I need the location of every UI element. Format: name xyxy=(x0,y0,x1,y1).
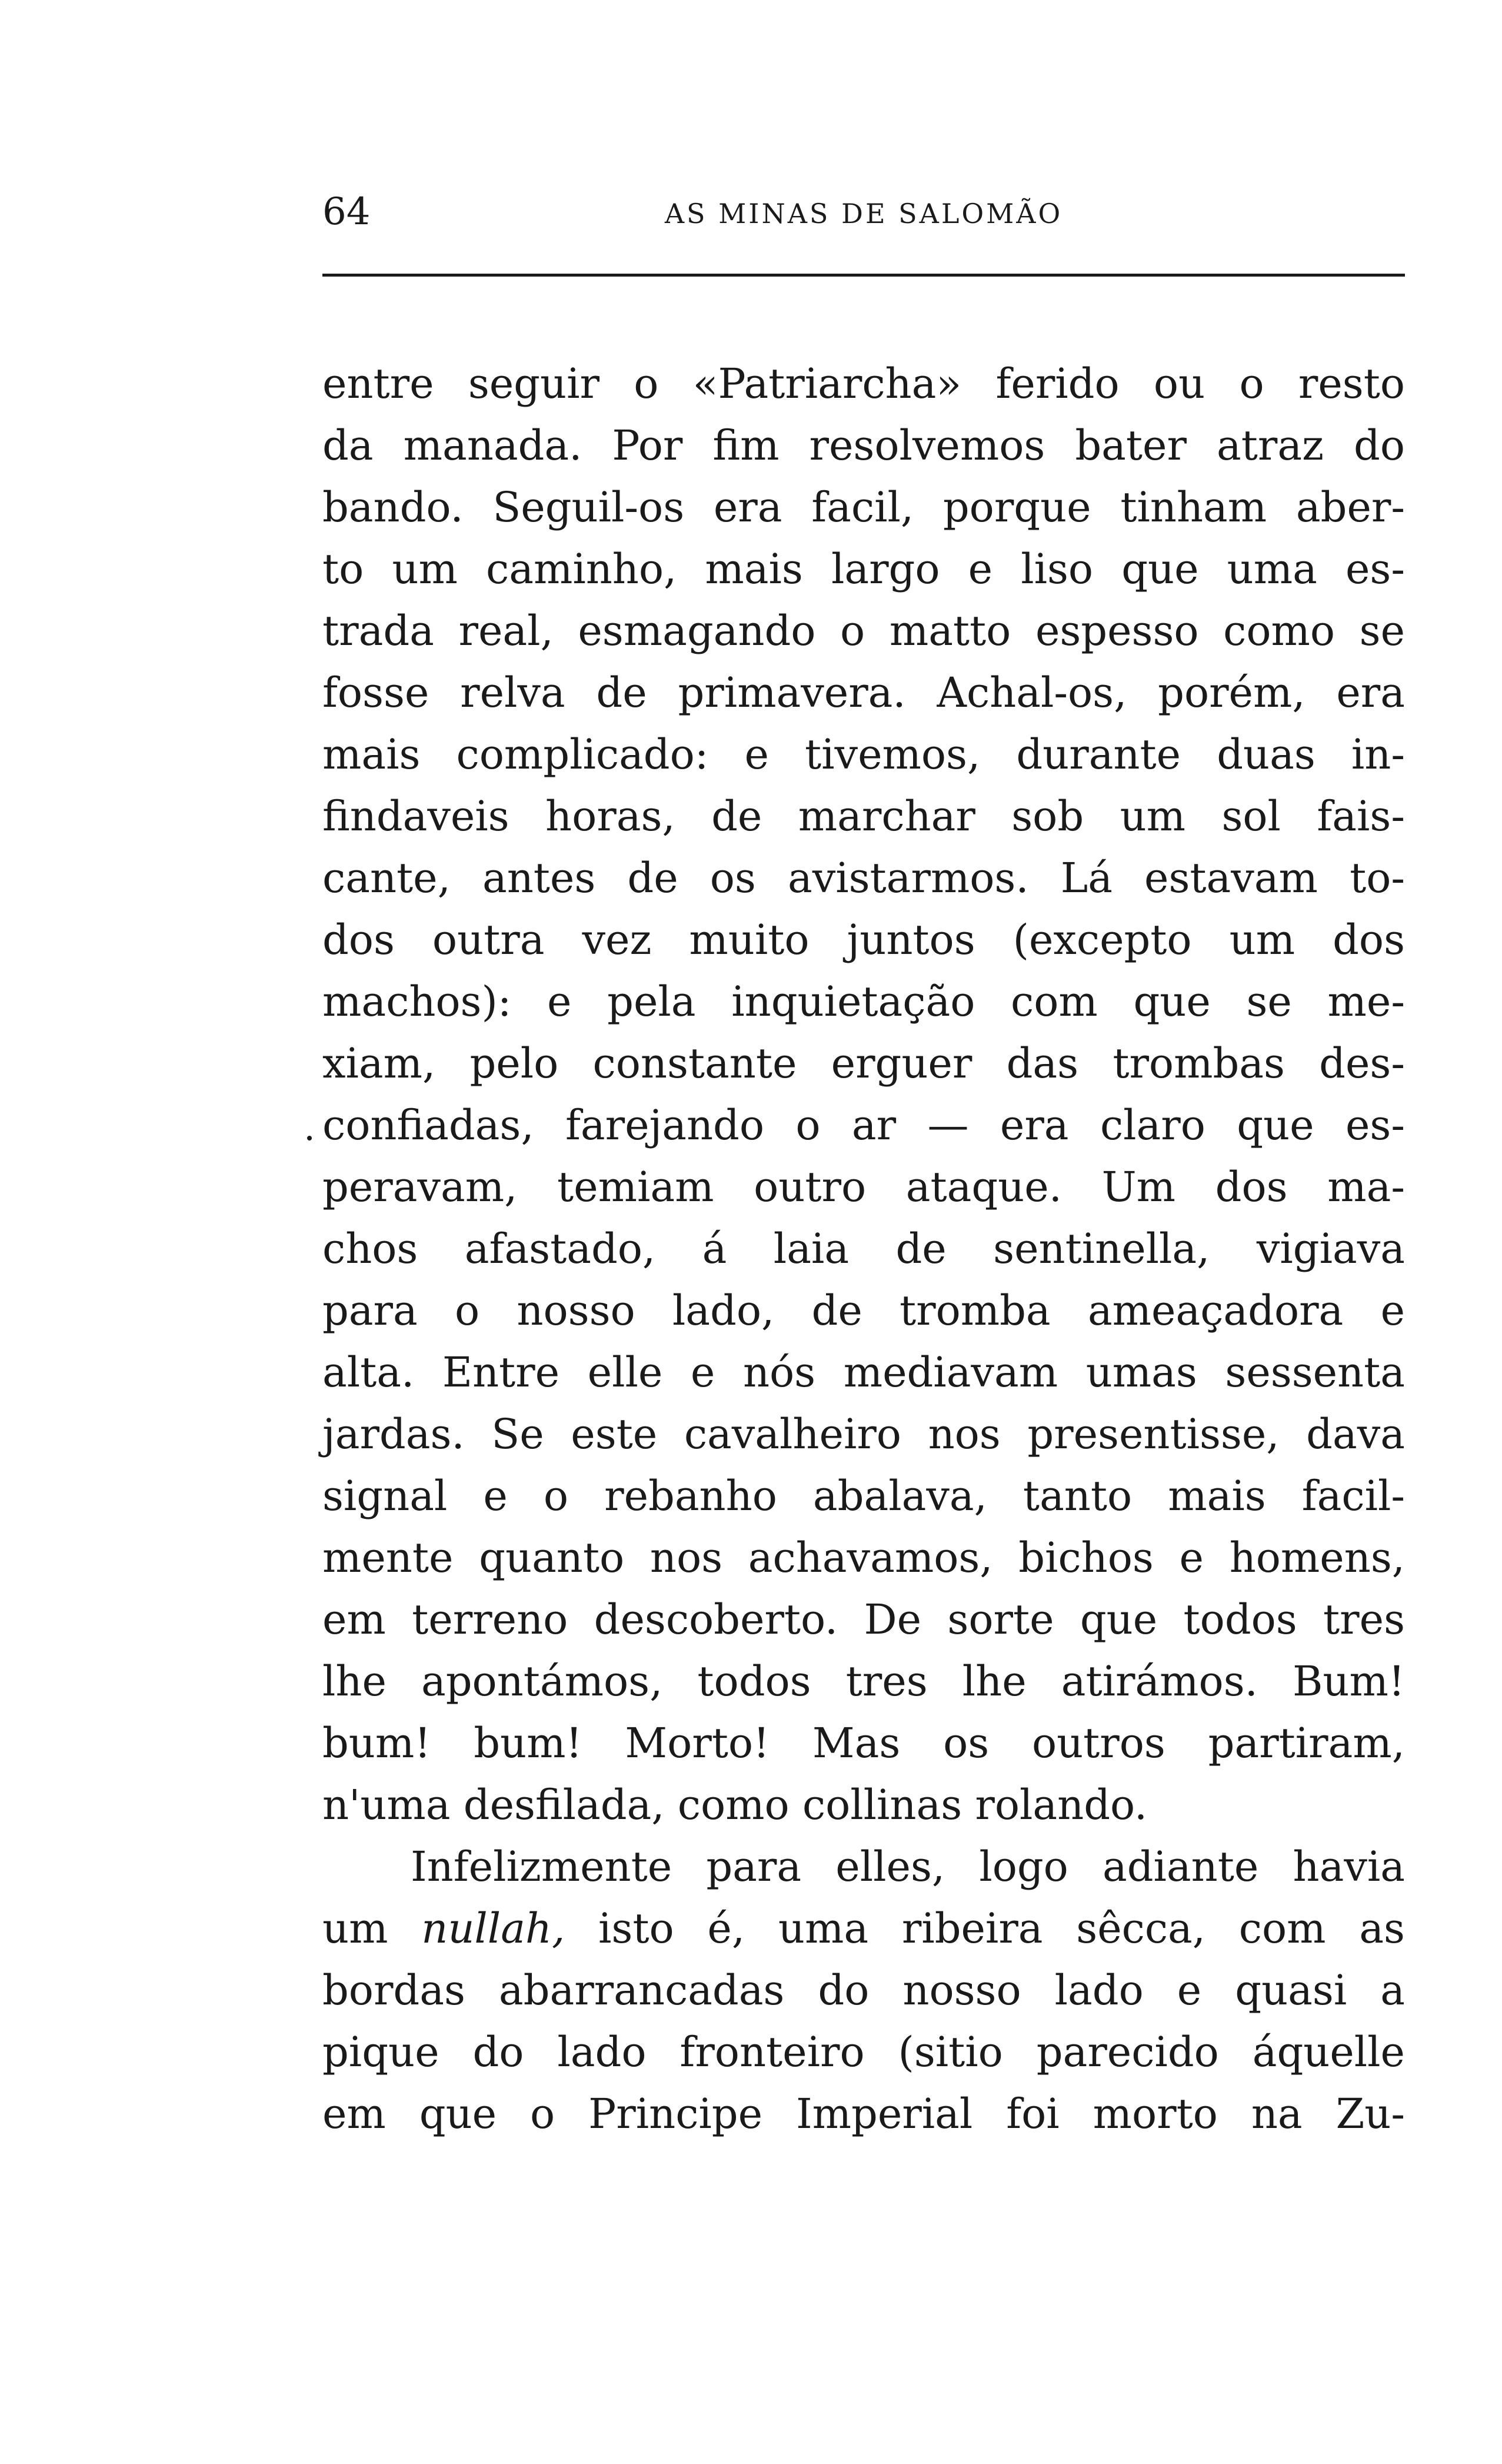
print-speck xyxy=(307,1136,312,1140)
text-line: alta. Entre elle e nós mediavam umas sessenta xyxy=(322,1348,1405,1396)
text-line: signal e o rebanho abalava, tanto mais facil- xyxy=(322,1472,1405,1520)
paragraph-1 xyxy=(322,353,1405,1836)
page-header xyxy=(322,177,1405,241)
text-line: to um caminho, mais largo e liso que uma es- xyxy=(322,545,1405,593)
paragraph-2 xyxy=(322,1836,1405,2145)
text-line: bordas abarrancadas do nosso lado e quasi a xyxy=(322,1966,1405,2014)
text-line: xiam, pelo constante erguer das trombas des- xyxy=(322,1039,1405,1088)
text-line: jardas. Se este cavalheiro nos presentisse, dava xyxy=(322,1410,1405,1458)
text-line: para o nosso lado, de tromba ameaçadora e xyxy=(322,1286,1405,1335)
text-line: bum! bum! Morto! Mas os outros partiram, xyxy=(322,1719,1405,1767)
text-line: peravam, temiam outro ataque. Um dos ma- xyxy=(322,1163,1405,1211)
text-line: cante, antes de os avistarmos. Lá estavam to- xyxy=(322,854,1405,902)
text-line: findaveis horas, de marchar sob um sol fais- xyxy=(322,792,1405,840)
text-line: n'uma desfilada, como collinas rolando. xyxy=(322,1781,1148,1829)
text-line: lhe apontámos, todos tres lhe atirámos. Bum! xyxy=(322,1657,1405,1705)
text-line: entre seguir o «Patriarcha» ferido ou o resto xyxy=(322,360,1405,408)
text-line: bando. Seguil-os era facil, porque tinham aber- xyxy=(322,483,1405,531)
text-line: chos afastado, á laia de sentinella, vigiava xyxy=(322,1225,1405,1273)
italic-term: nullah, xyxy=(421,1904,565,1953)
text-line: pique do lado fronteiro (sitio parecido áquelle xyxy=(322,2028,1405,2076)
text-line: mais complicado: e tivemos, durante duas in- xyxy=(322,730,1405,779)
text-line: Infelizmente para elles, logo adiante havia xyxy=(411,1843,1405,1891)
header-rule xyxy=(322,274,1405,277)
text-line: confiadas, farejando o ar — era claro que es- xyxy=(322,1101,1405,1149)
text-line: dos outra vez muito juntos (excepto um dos xyxy=(322,916,1405,964)
text-line-with-italic xyxy=(322,1898,1405,1960)
page-number: 64 xyxy=(322,190,371,234)
text-fragment: um xyxy=(322,1904,388,1953)
text-fragment: isto é, uma ribeira sêcca, com as xyxy=(598,1904,1405,1953)
text-line: trada real, esmagando o matto espesso como se xyxy=(322,607,1405,655)
running-head: AS MINAS DE SALOMÃO xyxy=(664,198,1063,230)
body-text xyxy=(322,353,1405,2145)
text-line: fosse relva de primavera. Achal-os, porém, era xyxy=(322,669,1405,717)
text-line: da manada. Por fim resolvemos bater atraz do xyxy=(322,421,1405,470)
text-line: em terreno descoberto. De sorte que todos tres xyxy=(322,1595,1405,1644)
text-line: em que o Principe Imperial foi morto na Zu- xyxy=(322,2090,1405,2138)
text-line: mente quanto nos achavamos, bichos e homens, xyxy=(322,1534,1405,1582)
text-line: machos): e pela inquietação com que se me- xyxy=(322,977,1405,1026)
